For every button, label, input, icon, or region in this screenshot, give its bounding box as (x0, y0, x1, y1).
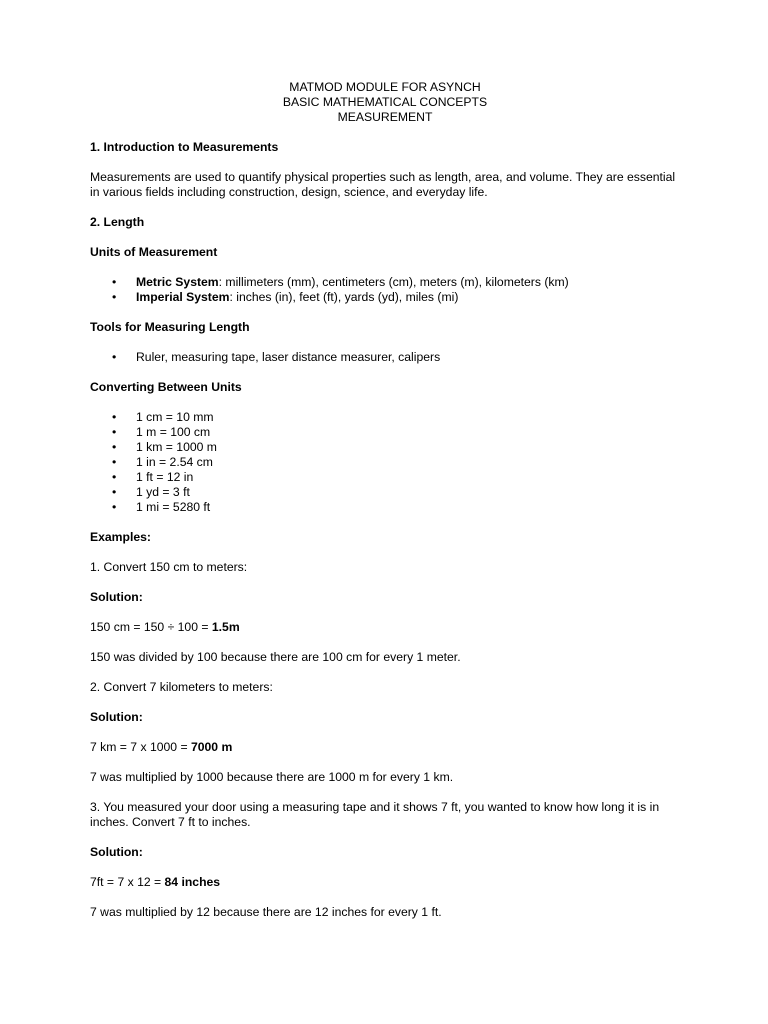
conversion-text: 1 mi = 5280 ft (136, 500, 211, 514)
bullet-icon: • (112, 440, 117, 454)
list-item (90, 485, 680, 500)
example-2-explanation: 7 was multiplied by 1000 because there are 1000 m for every 1 km. (90, 770, 454, 784)
example-2-solution-label: Solution: (90, 710, 143, 724)
bullet-icon: • (112, 425, 117, 439)
example-2-question: 2. Convert 7 kilometers to meters: (90, 680, 273, 694)
bullet-icon: • (112, 275, 117, 289)
unit-system-label: Imperial System (136, 290, 230, 304)
example-3-answer: 84 inches (164, 875, 221, 889)
section-heading-length: 2. Length (90, 215, 145, 229)
example-1-solution-label: Solution: (90, 590, 143, 604)
document-title-block (90, 80, 680, 125)
bullet-icon: • (112, 470, 117, 484)
list-item (90, 425, 680, 440)
subheading-units: Units of Measurement (90, 245, 218, 259)
unit-system-text: : millimeters (mm), centimeters (cm), meters (m), kilometers (km) (218, 275, 569, 289)
example-2-answer: 7000 m (190, 740, 233, 754)
example-1-answer: 1.5m (211, 620, 240, 634)
conversion-text: 1 km = 1000 m (136, 440, 217, 454)
list-item (90, 290, 680, 305)
document-body (90, 80, 680, 935)
conversion-text: 1 ft = 12 in (136, 470, 194, 484)
list-item (90, 410, 680, 425)
example-3-work (90, 875, 680, 890)
bullet-icon: • (112, 485, 117, 499)
unit-system-label: Metric System (136, 275, 219, 289)
bullet-icon: • (112, 500, 117, 514)
example-1-work-text: 150 cm = 150 ÷ 100 = (90, 620, 212, 634)
conversions-list (90, 410, 680, 515)
units-list (90, 275, 680, 305)
example-1-work (90, 620, 680, 635)
module-title: MATMOD MODULE FOR ASYNCH (289, 80, 481, 94)
topic-title: MEASUREMENT (337, 110, 433, 124)
unit-system-text: : inches (in), feet (ft), yards (yd), miles (mi) (229, 290, 459, 304)
examples-heading: Examples: (90, 530, 151, 544)
conversion-text: 1 cm = 10 mm (136, 410, 214, 424)
list-item (90, 470, 680, 485)
bullet-icon: • (112, 455, 117, 469)
example-3-question: 3. You measured your door using a measuring tape and it shows 7 ft, you wanted to know how long it is in inches. Convert 7 ft to inches. (90, 800, 660, 829)
list-item (90, 440, 680, 455)
list-item (90, 350, 680, 365)
example-2-work (90, 740, 680, 755)
example-2-work-text: 7 km = 7 x 1000 = (90, 740, 191, 754)
example-3-solution-label: Solution: (90, 845, 143, 859)
tools-text: Ruler, measuring tape, laser distance measurer, calipers (136, 350, 441, 364)
list-item (90, 500, 680, 515)
subheading-tools: Tools for Measuring Length (90, 320, 250, 334)
list-item (90, 455, 680, 470)
introduction-paragraph: Measurements are used to quantify physical properties such as length, area, and volume. They are essential in various fields including construction, design, science, and everyday life. (90, 170, 676, 199)
section-heading-introduction: 1. Introduction to Measurements (90, 140, 279, 154)
course-title: BASIC MATHEMATICAL CONCEPTS (282, 95, 488, 109)
example-1-question: 1. Convert 150 cm to meters: (90, 560, 248, 574)
example-3-explanation: 7 was multiplied by 12 because there are 12 inches for every 1 ft. (90, 905, 442, 919)
conversion-text: 1 yd = 3 ft (136, 485, 190, 499)
conversion-text: 1 in = 2.54 cm (136, 455, 213, 469)
example-3-work-text: 7ft = 7 x 12 = (90, 875, 165, 889)
bullet-icon: • (112, 350, 117, 364)
bullet-icon: • (112, 290, 117, 304)
conversion-text: 1 m = 100 cm (136, 425, 211, 439)
example-1-explanation: 150 was divided by 100 because there are 100 cm for every 1 meter. (90, 650, 461, 664)
tools-list (90, 350, 680, 365)
subheading-converting: Converting Between Units (90, 380, 242, 394)
bullet-icon: • (112, 410, 117, 424)
list-item (90, 275, 680, 290)
